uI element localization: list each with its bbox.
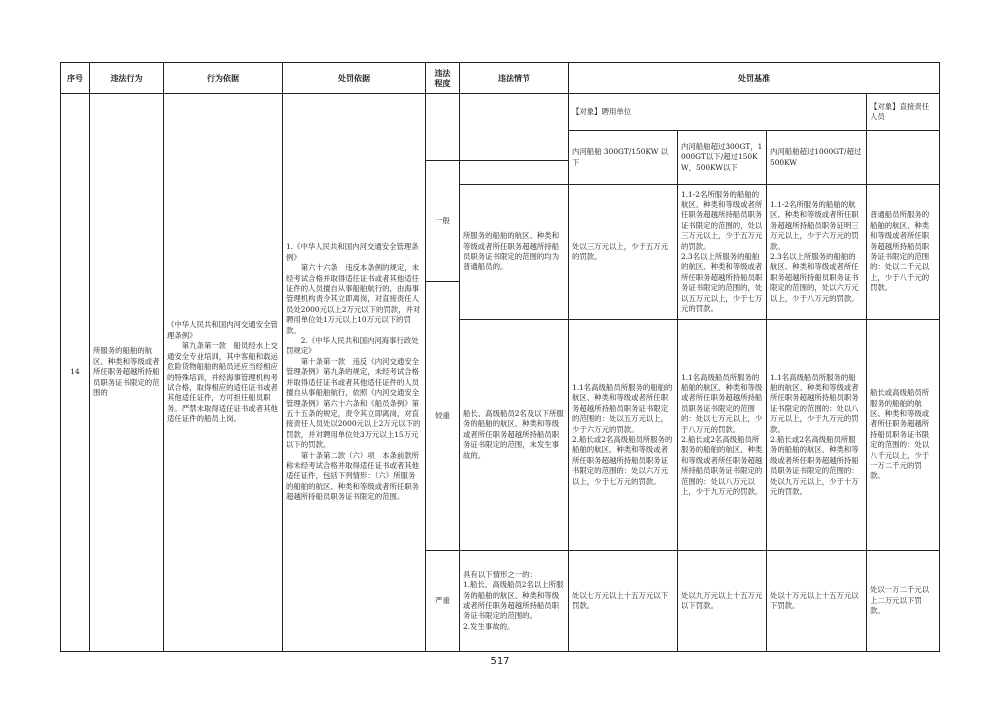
blank-person-sub bbox=[866, 130, 940, 185]
severe-penalty-person: 处以一万二千元以上二万元以下罚款。 bbox=[866, 550, 940, 652]
serious-penalty-a: 1.1名高级船员所服务的船舶的航区、种类和等级或者所任职务超越所持船员职务证书限定的范围的：处以五万元以上，少于六万元的罚款。 2.船长或2名高级船员所服务的船舶的航区、种类和等级或者所任职务超越所持船员职务证书限定的范围的：处以六万元以上，少于七万元的罚款。 bbox=[568, 319, 678, 551]
degree-severe: 严重 bbox=[425, 550, 460, 652]
tonnage-column-a: 内河船舶 300GT/150KW 以下 bbox=[568, 130, 678, 185]
header-circumstance: 违法情节 bbox=[459, 62, 569, 94]
circumstance-severe: 具有以下情形之一的： 1.船长、高级船员2名以上所服务的船舶的航区、种类和等级或者所任职务超越所持船员职务证书限定的范围的。 2.发生事故的。 bbox=[459, 550, 569, 652]
circumstance-serious: 船长、高级船员2名及以下所服务的船舶的航区、种类和等级或者所任职务超越所持船员职务证书限定的范围，未发生事故的。 bbox=[459, 319, 569, 551]
general-penalty-b: 1.1-2名所服务的船舶的航区、种类和等级或者所任职务超越所持船员职务证书限定的范围的，处以三万元以上，少于五万元的罚款。 2.3名以上所服务的船舶的航区、种类和等级或者所任职务超越所持船员职务证书限定的范围的，处以五万元以上，少于七万元的罚款。 bbox=[677, 184, 767, 320]
degree-serious: 较重 bbox=[425, 281, 460, 551]
behavior-basis: 《中华人民共和国内河交通安全管理条例》 第九条第一款 船员经水上交通安全专业培训，其中客船和载运危险货物船舶的船员还应当经相应的特殊培训，并经海事管理机构考试合格，取得相应的适任证书或者其他适任证件，方可担任船员职务。严禁未取得适任证书或者其他适任证件的船员上岗。 bbox=[163, 93, 283, 652]
blank-circumstance-top bbox=[459, 93, 569, 161]
header-degree: 违法 程度 bbox=[425, 62, 460, 94]
severe-penalty-c: 处以十万元以上十五万元以下罚款。 bbox=[766, 550, 867, 652]
tonnage-column-c: 内河船舶超过1000GT/超过500KW bbox=[766, 130, 867, 185]
target-person: 【对象】直接责任人员 bbox=[866, 93, 940, 131]
circumstance-general: 所服务的船舶的航区、种类和等级或者所任职务超越所持船员职务证书限定的范围的均为普通船员的。 bbox=[459, 184, 569, 320]
penalty-basis: 1.《中华人民共和国内河交通安全管理条例》 第六十六条 违反本条例的规定，未经考试合格并取得适任证书或者其他适任证件的人员擅自从事船舶航行的，由海事管理机构责令其立即离岗，对直接责任人员处2000元以上2万元以下的罚款，并对聘用单位处1万元以上10万元以下的罚款。 2.《中华人民共和国内河海事行政处罚规定》 第十条第一款 违反《内河交通安全管理条例》第九条的规定，未经考试合格并取得适任证书或者其他适任证件的人员擅自从事船舶航行，依照《内河交通安全管理条例》第六十六条和《船员条例》第五十五条的规定，责令其立即离岗，对直接责任人员处以2000元以上2万元以下的罚款，并对聘用单位处3万元以上15万元以下的罚款。 第十条第二款（六）项 本条前款所称未经考试合格并取得适任证书或者其他适任证件，包括下列情形：（六）所服务的船舶的航区、种类和等级或者所任职务超越所持船员职务证书限定的范围。 bbox=[282, 93, 426, 652]
row-seq: 14 bbox=[60, 93, 90, 652]
blank-degree-top bbox=[425, 93, 460, 161]
target-employer: 【对象】聘用单位 bbox=[568, 93, 867, 131]
header-seq: 序号 bbox=[60, 62, 90, 94]
serious-penalty-b: 1.1名高级船员所服务的船舶的航区、种类和等级或者所任职务超越所持船员职务证书限定的范围的：处以七万元以上，少于八万元的罚款。 2.船长或2名高级船员所服务的船舶的航区、种类和等级或者所任职务超越所持船员职务证书限定的范围的：处以八万元以上，少于九万元的罚款。 bbox=[677, 319, 767, 551]
serious-penalty-person: 船长或高级船员所服务的船舶的航区、种类和等级或者所任职务超越所持船员职务证书限定的范围的：处以八千元以上，少于一万二千元的罚款。 bbox=[866, 319, 940, 551]
serious-penalty-c: 1.1名高级船员所服务的船舶的航区、种类和等级或者所任职务超越所持船员职务证书限定的范围的：处以八万元以上，少于九万元的罚款。 2.船长或2名高级船员所服务的船舶的航区、种类和等级或者所任职务超越所持船员职务证书限定的范围的：处以九万元以上，少于十万元的罚款。 bbox=[766, 319, 867, 551]
general-penalty-c: 1.1-2名所服务的船舶的航区、种类和等级或者所任职务超越所持船员职务证明三万元以上，少于六万元的罚款。 2.3名以上所服务的船舶的航区、种类和等级或者所任职务超越所持船员职务证书限定的范围的，处以六万元以上，少于八万元的罚款。 bbox=[766, 184, 867, 320]
violation-description: 所服务的船舶的航区、种类和等级或者所任职务超越所持船员职务证书限定的范围的 bbox=[89, 93, 164, 652]
severe-penalty-a: 处以七万元以上十五万元以下罚款。 bbox=[568, 550, 678, 652]
header-violation: 违法行为 bbox=[89, 62, 164, 94]
penalty-standard-table bbox=[60, 62, 940, 652]
general-penalty-a: 处以三万元以上，少于五万元的罚款。 bbox=[568, 184, 678, 320]
tonnage-column-b: 内河船舶超过300GT，1000GT以下/超过150KW，500KW以下 bbox=[677, 130, 767, 185]
header-penalty-standard: 处罚基准 bbox=[568, 62, 940, 94]
general-penalty-person: 普通船员所服务的船舶的航区、种类和等级或者所任职务超越所持船员职务证书限定的范围的：处以二千元以上，少于八千元的罚款。 bbox=[866, 184, 940, 320]
degree-general: 一般 bbox=[425, 160, 460, 282]
header-behavior-basis: 行为依据 bbox=[163, 62, 283, 94]
header-penalty-basis: 处罚依据 bbox=[282, 62, 426, 94]
severe-penalty-b: 处以九万元以上十五万元以下罚款。 bbox=[677, 550, 767, 652]
page-number: 517 bbox=[490, 656, 510, 667]
